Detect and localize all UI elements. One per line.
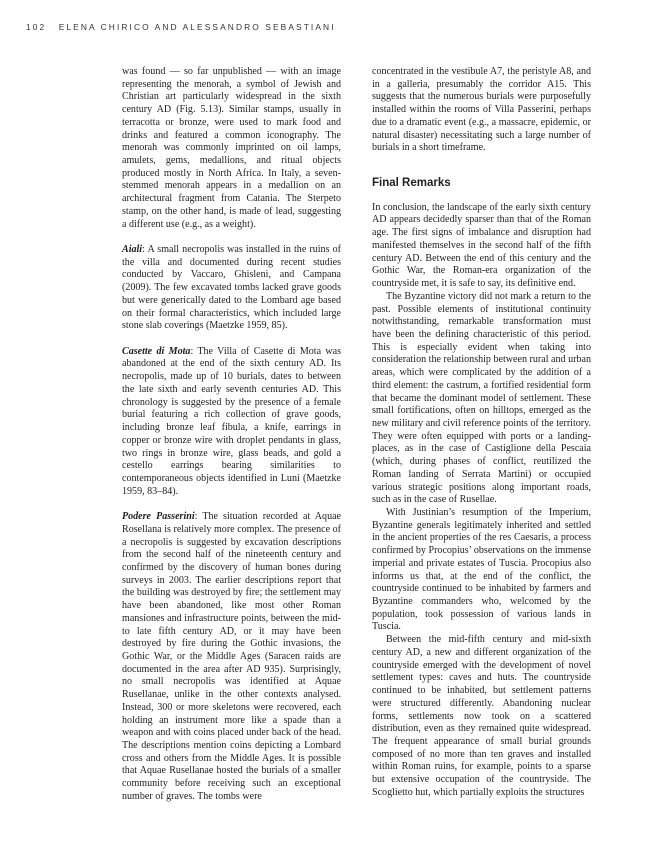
left-column [122,66,341,804]
paragraph-justinian: With Justinian’s resumption of the Imperium, Byzantine generals legitimately inherited and settled in the ancient properties of the res Caesaris, a process confirmed by Procopius’ observations on the immense imperial and private estates of Tuscia. Procopius also informs us that, at the end of the conflict, the countryside continued to be inhabited by farmers and Byzantine commanders who, welcomed by the population, took possession of various lands in Tuscia. [372,507,591,633]
paragraph-passerini-text: : The situation recorded at Aquae Rosellana is relatively more complex. The presence of a necropolis is suggested by excavation descriptions from the second half of the nineteenth century and confirmed by the discovery of human bones during surveys in 2003. The earlier descriptions report that the building was destroyed by fire; the settlement may have been abandoned, like most other Roman mansiones and infrastructure points, between the mid- to late fifth century AD, or it may have been destroyed by fire during the Gothic invasions, the Gothic War, or the Middle Ages (Saracen raids are documented in the area after AD 935). Surprisingly, no small necropolis was identified at Aquae Rusellanae, unlike in the other contexts analysed. Instead, 300 or more skeletons were recovered, each holding an instrument more like a spade than a weapon and with coins placed under back of the head. The descriptions mention coins depicting a Lombard cross and others from the Middle Ages. It is possible that Aquae Rusellanae hosted the burials of a smaller community before receiving such an exceptional number of graves. The tombs were [122,511,342,802]
paragraph-casette-di-mota [122,346,341,499]
paragraph-burials-continued: concentrated in the vestibule A7, the peristyle A8, and in a galleria, presumably the corridor A15. This suggests that the numerous burials were purposefully installed within the rooms of Villa Passerini, perhaps due to a dramatic event (e.g., a massacre, epidemic, or natural disaster) necessitating such a large number of burials in a short timeframe. [372,66,591,154]
page-number: 102 [26,22,47,32]
site-name-casette-di-mota: Casette di Mota [122,345,191,357]
paragraph-byzantine-victory: The Byzantine victory did not mark a return to the past. Possible elements of institutional continuity notwithstanding, remarkable transformation must have been the defining characteristic of this period. This is especially evident when taking into consideration the relationship between rural and urban areas, which were complicated by the addition of a third element: the castrum, a fortified residential form that became the dominant model of settlement. These small fortifications, often on hilltops, emerged as the new military and civil reference points of the territory. They were often equipped with ports or a landing-places, as in the case of Castiglione della Pescaia (which, during phases of conflict, reutilized the Roman landing of Serrata Martini) or occupied various strategic positions along important roads, such as in the case of Rusellae. [372,290,591,506]
paragraph-menorah-stamp: was found — so far unpublished — with an image representing the menorah, a symbol of Jewish and Christian art particularly widespread in the sixth century AD (Fig. 5.13). Similar stamps, usually in terracotta or bronze, were used to mark food and drinks and featured a common iconography. The menorah was commonly imprinted on oil lamps, amulets, gems, medallions, and ritual objects produced mostly in North Africa. In Italy, a seven-stemmed menorah appears in a medallion on an architectural fragment from Catania. The Sterpeto stamp, on the other hand, is made of lead, suggesting a different use (e.g., as a weight). [122,66,341,230]
paragraph-podere-passerini [122,511,341,804]
paragraph-conclusion: In conclusion, the landscape of the early sixth century AD appears decidedly sparser than that of the Roman age. The first signs of imbalance and disruption had manifested themselves in the second half of the fifth century AD. Between the end of this century and the Gothic War, the Roman-era organization of the countryside met, it is safe to say, its definitive end. [372,201,591,290]
author-names: ELENA CHIRICO AND ALESSANDRO SEBASTIANI [58,22,336,32]
paragraph-aiali [122,244,341,333]
site-name-aiali: Aiali [122,244,143,256]
running-head [26,22,336,32]
site-name-podere-passerini: Podere Passerini [122,511,195,523]
paragraph-aiali-text: : A small necropolis was installed in the ruins of the villa and documented during recent studies conducted by Vaccaro, Ghisleni, and Campana (2009). The few excavated tombs lacked grave goods but were generically dated to the Lombard age based on their formal characteristics, which included large stone slab coverings (Maetzke 1959, 85). [122,244,341,332]
right-column [372,66,591,800]
section-heading-final-remarks: Final Remarks [372,177,451,190]
paragraph-casette-text: : The Villa of Casette di Mota was abandoned at the end of the sixth century AD. Its necropolis, made up of 10 burials, dates to between the late sixth and early seventh centuries AD. This chronology is suggested by the presence of a female burial featuring a rich collection of grave goods, including bronze leaf fibula, a knife, earrings in copper or bronze wire with droplet pendants in glass, two rings in bronze wire, glass beads, and gold a cestello earrings bearing similarities to contemporaneous objects identified in Luni (Maetzke 1959, 83–84). [122,345,342,497]
paragraph-settlement-types: Between the mid-fifth century and mid-sixth century AD, a new and different organization of the countryside emerged with the development of novel settlement types: caves and huts. The countryside continued to be inhabited, but settlement patterns were structured differently. Abandoning nuclear forms, settlements now took on a scattered distribution, even as they remained quite widespread. The frequent appearance of small burial grounds composed of no more than ten graves and installed within Roman ruins, for example, points to a sparse but extensive occupation of the countryside. The Scoglietto hut, which partially exploits the structures [372,634,591,798]
